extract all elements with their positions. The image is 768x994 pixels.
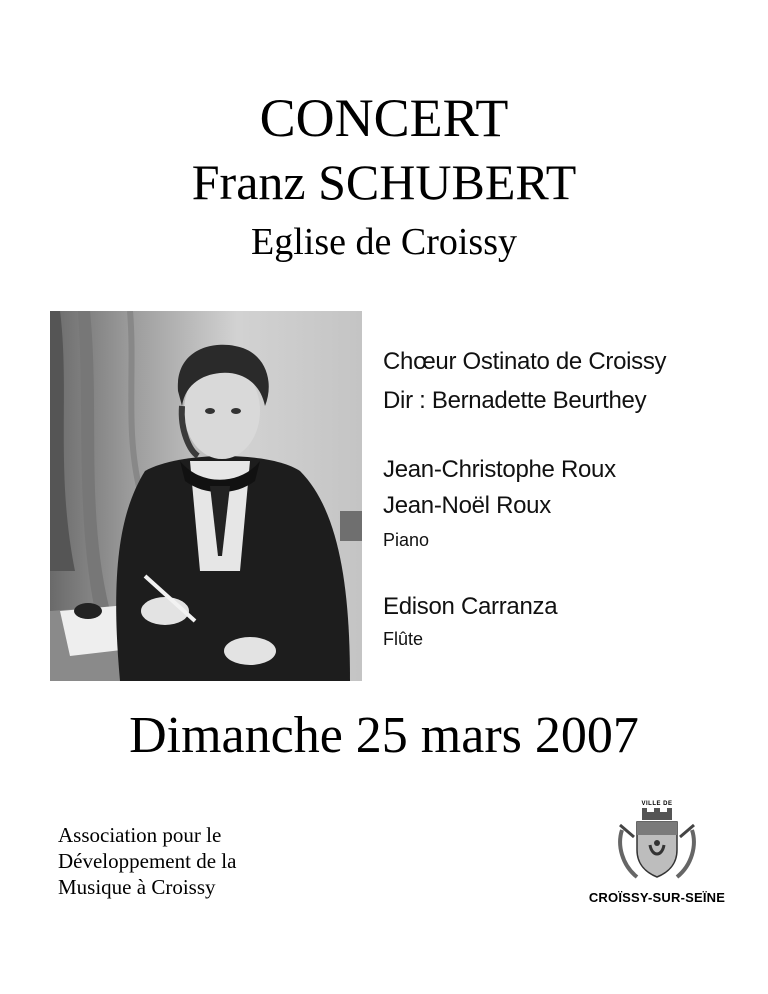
association-name [58,822,236,900]
association-line-3: Musique à Croissy [58,875,216,899]
logo-city-name: CROÏSSY-SUR-SEÏNE [588,890,726,905]
flutist: Edison Carranza [383,593,558,620]
association-line-1: Association pour le [58,823,222,847]
choir-name: Chœur Ostinato de Croissy [383,348,667,375]
venue: Eglise de Croissy [251,221,517,263]
city-logo [582,785,732,905]
schubert-portrait [50,311,362,681]
pianist-2: Jean-Noël Roux [383,492,551,519]
concert-title: CONCERT [259,88,509,148]
city-crest-icon [582,785,732,885]
logo-top-text: VILLE DE [641,801,673,807]
flute-label: Flûte [383,629,424,649]
pianist-1: Jean-Christophe Roux [383,456,616,483]
association-line-2: Développement de la [58,849,237,873]
choir-director: Dir : Bernadette Beurthey [383,387,647,414]
event-date: Dimanche 25 mars 2007 [129,707,639,764]
composer-name: Franz SCHUBERT [191,154,577,210]
piano-label: Piano [383,530,430,550]
